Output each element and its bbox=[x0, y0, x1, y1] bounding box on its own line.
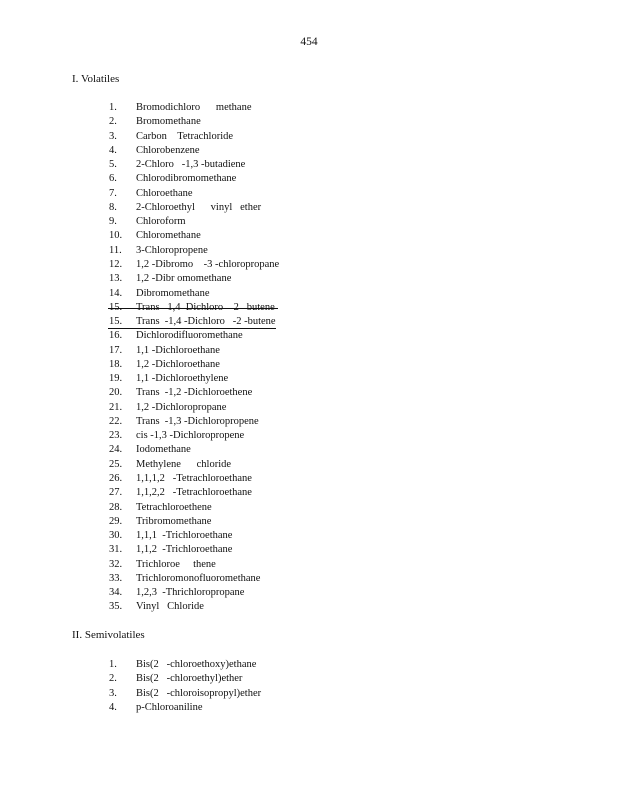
item-text: 1,2 -Dibr omomethane bbox=[136, 273, 232, 285]
item-text: 1,2 -Dichloropropane bbox=[136, 401, 227, 413]
item-number: 23. bbox=[109, 430, 123, 442]
item-number: 22. bbox=[109, 415, 123, 427]
item-text: p-Chloroaniline bbox=[136, 701, 203, 713]
item-number: 30. bbox=[109, 530, 123, 542]
item-text: Bis(2 -chloroethoxy)ethane bbox=[136, 659, 257, 670]
item-number: 31. bbox=[109, 544, 123, 556]
item-number: 1. bbox=[109, 102, 117, 113]
item-text: Bis(2 -chloroisopropyl)ether bbox=[136, 687, 262, 699]
item-number: 8. bbox=[109, 201, 117, 213]
item-number: 34. bbox=[109, 587, 123, 599]
item-text: Carbon Tetrachloride bbox=[136, 130, 234, 142]
item-number: 32. bbox=[109, 558, 123, 570]
item-number: 12. bbox=[109, 258, 123, 270]
item-number: 10. bbox=[109, 230, 123, 242]
item-text: Vinyl Chloride bbox=[136, 601, 204, 613]
item-text: 1,2 -Dichloroethane bbox=[136, 358, 220, 370]
item-number: 29. bbox=[109, 515, 123, 527]
item-number: 19. bbox=[109, 373, 123, 385]
item-number: 9. bbox=[109, 216, 117, 228]
item-text: 1,1,2,2 -Tetrachloroethane bbox=[136, 487, 252, 499]
item-text: Chloromethane bbox=[136, 230, 201, 242]
item-number: 25. bbox=[109, 458, 123, 470]
item-text: Trichloromonofluoromethane bbox=[136, 572, 261, 584]
item-number: 4. bbox=[109, 144, 117, 156]
item-number: 2. bbox=[109, 673, 117, 685]
item-number: 4. bbox=[109, 701, 117, 713]
item-number: 17. bbox=[109, 344, 123, 356]
item-number: 28. bbox=[109, 501, 123, 513]
item-number: 35. bbox=[109, 601, 123, 613]
item-number: 24. bbox=[109, 444, 123, 456]
item-text: Tetrachloroethene bbox=[136, 501, 212, 513]
item-text: Tribromomethane bbox=[136, 515, 212, 527]
item-number: 7. bbox=[109, 187, 117, 199]
section-heading-semivolatiles: II. Semivolatiles bbox=[72, 629, 145, 641]
item-text: 3-Chloropropene bbox=[136, 244, 208, 256]
item-text: Chlorobenzene bbox=[136, 144, 200, 156]
item-text: Bis(2 -chloroethyl)ether bbox=[136, 673, 243, 685]
item-text: Trans -1,4 -Dichloro -2 -butene bbox=[136, 316, 276, 328]
item-text: Chloroform bbox=[136, 216, 186, 228]
section-heading-volatiles: I. Volatiles bbox=[72, 73, 120, 85]
item-number: 14. bbox=[109, 287, 123, 299]
item-text: 2-Chloroethyl vinyl ether bbox=[136, 201, 262, 213]
item-text: 1,1,2 -Trichloroethane bbox=[136, 544, 233, 556]
item-text: Chloroethane bbox=[136, 187, 193, 199]
item-number: 20. bbox=[109, 387, 123, 399]
page-number: 454 bbox=[300, 36, 318, 48]
item-text: Trans -1,2 -Dichloroethene bbox=[136, 387, 253, 399]
item-text: 1,2 -Dibromo -3 -chloropropane bbox=[136, 258, 280, 270]
strikethrough-line bbox=[108, 308, 278, 309]
item-text: Bromomethane bbox=[136, 116, 201, 128]
item-text: Dichlorodifluoromethane bbox=[136, 330, 243, 342]
item-number: 2. bbox=[109, 116, 117, 128]
item-text: 1,1 -Dichloroethylene bbox=[136, 373, 229, 385]
item-number: 1. bbox=[109, 659, 117, 670]
item-number: 21. bbox=[109, 401, 123, 413]
item-number: 5. bbox=[109, 159, 117, 171]
item-number: 11. bbox=[109, 244, 122, 256]
item-number: 13. bbox=[109, 273, 123, 285]
item-text: Trans -1,3 -Dichloropropene bbox=[136, 415, 259, 427]
item-text: cis -1,3 -Dichloropropene bbox=[136, 430, 245, 442]
item-text: 1,1,1,2 -Tetrachloroethane bbox=[136, 473, 252, 485]
item-text: 2-Chloro -1,3 -butadiene bbox=[136, 159, 246, 171]
item-text: Bromodichloro methane bbox=[136, 102, 252, 113]
item-text: Iodomethane bbox=[136, 444, 191, 456]
item-text: 1,2,3 -Thrichloropropane bbox=[136, 587, 245, 599]
item-number: 3. bbox=[109, 130, 117, 142]
item-text: Dibromomethane bbox=[136, 287, 210, 299]
item-number: 33. bbox=[109, 572, 123, 584]
item-number: 18. bbox=[109, 358, 123, 370]
item-text: Trichloroe thene bbox=[136, 558, 216, 570]
item-text: 1,1,1 -Trichloroethane bbox=[136, 530, 233, 542]
item-number: 26. bbox=[109, 473, 123, 485]
item-text: 1,1 -Dichloroethane bbox=[136, 344, 220, 356]
item-text: Methylene chloride bbox=[136, 458, 232, 470]
item-number: 27. bbox=[109, 487, 123, 499]
item-text: Chlorodibromomethane bbox=[136, 173, 237, 185]
item-number: 3. bbox=[109, 687, 117, 699]
item-number: 16. bbox=[109, 330, 123, 342]
item-number: 6. bbox=[109, 173, 117, 185]
item-number: 15. bbox=[109, 316, 123, 328]
